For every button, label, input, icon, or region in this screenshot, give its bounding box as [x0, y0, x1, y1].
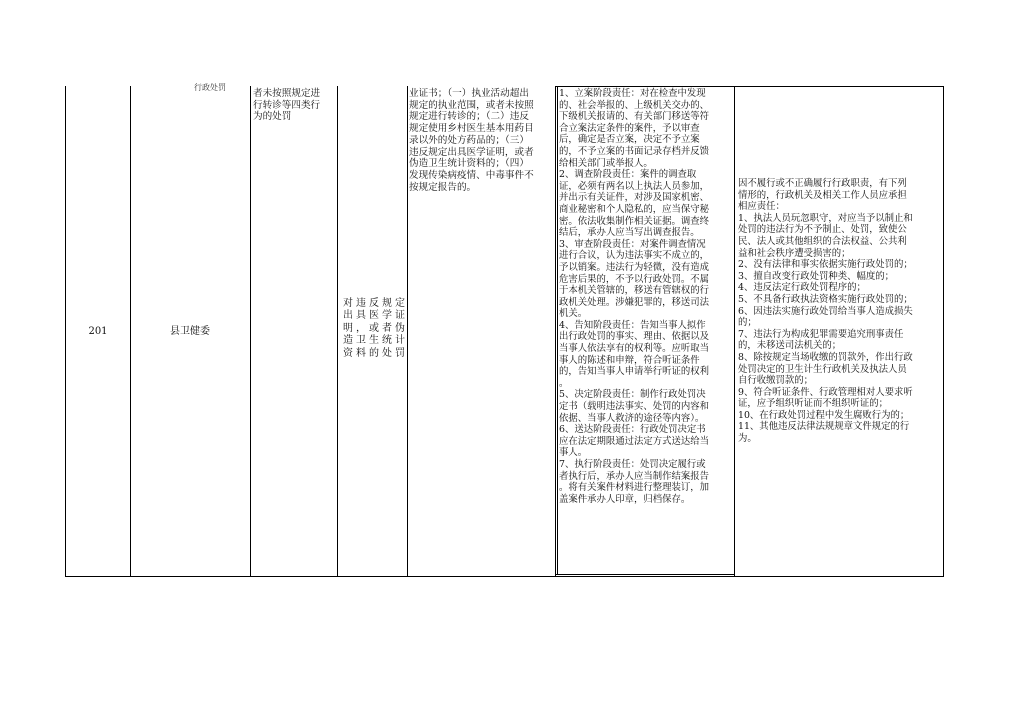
table-border-right	[943, 86, 944, 577]
text-line: 1、立案阶段责任：对在检查中发现	[559, 88, 706, 99]
duty-cell-inner-left	[557, 86, 558, 575]
text-line: 的，不予立案的书面记录存档并反馈	[559, 145, 710, 157]
text-line: 的、社会举报的、上级机关交办的、	[559, 99, 710, 111]
text-line: 定书（载明违法事实、处罚的内容和	[559, 401, 710, 413]
column-divider-4	[407, 86, 408, 577]
text-line: 为的处罚	[253, 111, 292, 123]
column-divider-6	[734, 86, 735, 577]
text-line: 按规定报告的。	[409, 181, 477, 193]
duty-cell-bottom-border	[555, 574, 735, 575]
text-line: 3、擅自改变行政处罚种类、幅度的；	[738, 270, 894, 282]
text-line: 3、审查阶段责任：对案件调查情况	[559, 238, 706, 250]
text-line: 5、决定阶段责任：制作行政处罚决	[559, 389, 706, 401]
text-line: 处罚的违法行为不予制止、处罚，致使公	[738, 224, 907, 236]
row-number: 201	[88, 326, 108, 337]
text-line: 规定使用乡村医生基本用药目	[409, 123, 534, 135]
text-line: 当事人依法享有的权利等。应听取当	[559, 343, 710, 355]
text-line: 5、不具备行政执法资格实施行政处罚的；	[738, 293, 913, 305]
text-line: 8、除按规定当场收缴的罚款外，作出行政	[738, 351, 913, 363]
text-line: 给相关部门或举报人。	[559, 157, 653, 169]
text-line: 规定进行转诊的；（二）违反	[409, 111, 529, 123]
department-name: 县卫健委	[170, 326, 210, 337]
text-line: 6、因违法实施行政处罚给当事人造成损失	[738, 305, 913, 317]
column-divider-5	[555, 86, 556, 577]
text-line: 资料的处罚	[343, 347, 405, 359]
text-line: 行转诊等四类行	[253, 99, 321, 111]
category-cut-text: 行政处罚	[194, 83, 226, 92]
text-line: 情形的，行政机关及相关工作人员应承担	[738, 189, 907, 201]
text-line: 1、执法人员玩忽职守，对应当予以制止和	[738, 212, 913, 224]
text-line: 对违反规定	[343, 298, 405, 309]
text-line: 2、调查阶段责任：案件的调查取	[559, 169, 697, 181]
text-line: 盖案件承办人印章，归档保存。	[559, 493, 691, 505]
text-line: 事人。	[559, 447, 588, 459]
text-line: 合立案法定条件的案件，予以审查	[559, 122, 700, 134]
text-line: 进行合议，认为违法事实不成立的，	[559, 250, 710, 262]
text-line: 明，或者伪	[343, 322, 405, 334]
text-line: 机关。	[559, 308, 588, 320]
text-line: 者未按照规定进	[253, 88, 321, 99]
text-line: 应在法定期限通过法定方式送达给当	[559, 435, 710, 447]
text-line: 9、符合听证条件、行政管理相对人要求听	[738, 386, 913, 398]
text-line: 伪造卫生统计资料的；（四）	[409, 158, 529, 170]
text-line: 11、其他违反法律法规规章文件规定的行	[738, 421, 910, 433]
text-line: 后，确定是否立案，决定不予立案	[559, 134, 700, 146]
text-line: 益和社会秩序遭受损害的；	[738, 247, 851, 259]
column-divider-2	[250, 86, 251, 577]
text-line: 政机关处理。涉嫌犯罪的，移送司法	[559, 296, 710, 308]
text-line: 出行政处罚的事实、理由、依据以及	[559, 331, 710, 343]
text-line: 处罚决定的卫生计生行政机关及执法人员	[738, 363, 907, 375]
text-line: 于本机关管辖的，移送有管辖权的行	[559, 285, 710, 297]
column-divider-1	[130, 86, 131, 577]
text-line: 10、在行政处罚过程中发生腐败行为的；	[738, 409, 910, 421]
text-line: 民、法人或其他组织的合法权益、公共利	[738, 235, 907, 247]
text-line: 事人的陈述和申辩，符合听证条件	[559, 354, 700, 366]
column-divider-3	[337, 86, 338, 577]
text-line: 密。依法收集制作相关证据。调查终	[559, 215, 710, 227]
text-line: 4、违反法定行政处罚程序的；	[738, 282, 866, 294]
text-line: 结后，承办人应当写出调查报告。	[559, 227, 700, 239]
text-line: 发现传染病疫情、中毒事件不	[409, 169, 534, 181]
text-line: 7、执行阶段责任：处罚决定履行或	[559, 459, 706, 470]
text-line: 证，必须有两名以上执法人员参加，	[559, 180, 710, 192]
table-bottom-border	[65, 576, 944, 577]
text-line: 6、送达阶段责任：行政处罚决定书	[559, 424, 706, 436]
penalty-object-text	[253, 88, 329, 123]
text-line: 危害后果的，不予以行政处罚。不属	[559, 273, 710, 285]
text-line: 为。	[738, 433, 757, 445]
duty-cell-top-border	[555, 86, 944, 87]
text-line: 2、没有法律和事实依据实施行政处罚的；	[738, 259, 913, 271]
text-line: 者执行后，承办人应当制作结案报告	[559, 470, 710, 482]
text-line: 并出示有关证件，对涉及国家机密、	[559, 192, 710, 204]
text-line: 。将有关案件材料进行整理装订，加	[559, 482, 710, 494]
text-line: 依据、当事人救济的途径等内容）。	[559, 412, 705, 424]
text-line: 下级机关报请的、有关部门移送等符	[559, 111, 710, 123]
text-line: 因不履行或不正确履行行政职责，有下列	[738, 178, 907, 189]
text-line: 违反规定出具医学证明，或者	[409, 146, 534, 158]
text-line: 证，应予组织听证而不组织听证的；	[738, 398, 889, 410]
text-line: 。	[559, 377, 569, 389]
text-line: 4、告知阶段责任：告知当事人拟作	[559, 319, 706, 331]
responsibility-stages-text	[559, 88, 732, 505]
text-line: 录以外的处方药品的；（三）	[409, 134, 529, 146]
text-line: 自行收缴罚款的；	[738, 375, 814, 387]
text-line: 商业秘密和个人隐私的，应当保守秘	[559, 203, 710, 215]
text-line: 出具医学证	[343, 310, 405, 322]
text-line: 予以销案。违法行为轻微，没有造成	[559, 261, 710, 273]
text-line: 的，未移送司法机关的；	[738, 340, 842, 352]
text-line: 的；	[738, 317, 757, 329]
legal-basis-text	[409, 88, 552, 193]
text-line: 造卫生统计	[343, 335, 405, 347]
text-line: 7、违法行为构成犯罪需要追究刑事责任	[738, 328, 904, 340]
text-line: 规定的执业范围，或者未按照	[409, 99, 534, 111]
text-line: 相应责任：	[738, 201, 785, 213]
text-line: 业证书；（一）执业活动超出	[409, 88, 529, 99]
text-line: 的，告知当事人申请举行听证的权利	[559, 366, 710, 378]
accountability-text	[738, 178, 940, 445]
penalty-item-name	[343, 298, 405, 360]
